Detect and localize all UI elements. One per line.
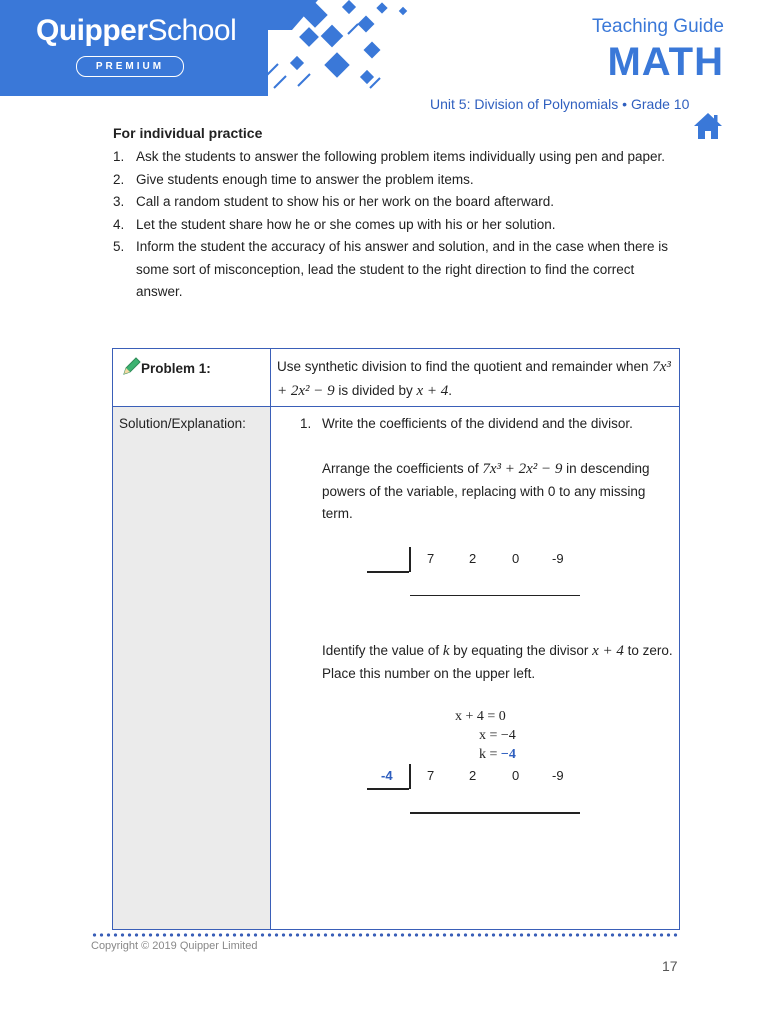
page-header — [0, 0, 768, 96]
home-icon[interactable] — [692, 110, 724, 142]
coefficient: 2 — [469, 768, 477, 783]
step-text: Write the coefficients of the dividend and the divisor. — [322, 416, 633, 431]
solution-label: Solution/Explanation: — [119, 416, 246, 431]
coefficients-row — [113, 551, 681, 571]
list-item: 3. Call a random student to show his or her work on the board afterward. — [113, 194, 554, 209]
problem-text-cell — [271, 349, 679, 407]
division-bar — [409, 547, 411, 572]
equation: k = −4 — [479, 747, 516, 762]
premium-badge: PREMIUM — [76, 56, 184, 77]
division-bar — [409, 764, 411, 789]
logo-light: School — [147, 14, 237, 47]
equation: x + 4 = 0 — [455, 709, 506, 724]
coefficient: 7 — [427, 768, 435, 783]
arrange-text: Arrange the coefficients of 7x³ + 2x² − 9 in descending powers of the variable, replacing with 0 to any missing term. — [322, 461, 650, 521]
result-line — [410, 812, 580, 814]
list-item: 1. Ask the students to answer the following problem items individually using pen and paper. — [113, 149, 666, 164]
unit-subtitle: Unit 5: Division of Polynomials • Grade 10 — [430, 96, 690, 112]
section-title: For individual practice — [113, 125, 263, 141]
list-item: 5. Inform the student the accuracy of his answer and solution, and in the case when there is some sort of misconception, lead the student to the right direction to find the correct answer. — [113, 239, 669, 299]
identify-text: Identify the value of k by equating the divisor x + 4 to zero. Place this number on the upper left. — [322, 643, 673, 681]
coefficient: 2 — [469, 551, 477, 566]
practice-steps — [113, 146, 683, 304]
copyright: Copyright © 2019 Quipper Limited — [91, 940, 258, 952]
page-number: 17 — [662, 958, 678, 974]
coefficient: 7 — [427, 551, 435, 566]
coefficient: -9 — [552, 768, 564, 783]
coefficient: 0 — [512, 768, 520, 783]
problem-label: Problem 1: — [141, 361, 211, 376]
left-column-border — [113, 349, 271, 929]
divisor-line — [367, 788, 409, 790]
problem-text: Use synthetic division to find the quotient and remainder when 7x³ + 2x² − 9 is divided by x + 4. — [277, 359, 671, 399]
equation: x = −4 — [479, 728, 516, 743]
coefficient: 0 — [512, 551, 520, 566]
dotted-divider — [91, 932, 679, 938]
result-line — [410, 595, 580, 596]
list-item: 2. Give students enough time to answer the problem items. — [113, 171, 474, 187]
step-number: 1. — [300, 416, 312, 431]
subject-title: MATH — [607, 40, 724, 84]
coefficient: -9 — [552, 551, 564, 566]
problem-table — [112, 348, 680, 930]
logo-bold: Quipper — [36, 14, 148, 47]
guide-label: Teaching Guide — [591, 16, 724, 37]
divisor-value: -4 — [381, 768, 393, 783]
quipper-logo[interactable] — [36, 14, 236, 48]
divisor-line — [367, 571, 409, 573]
decorative-pattern — [262, 0, 422, 96]
coefficients-row — [113, 768, 681, 788]
list-item: 4. Let the student share how he or she comes up with his or her solution. — [113, 216, 556, 232]
